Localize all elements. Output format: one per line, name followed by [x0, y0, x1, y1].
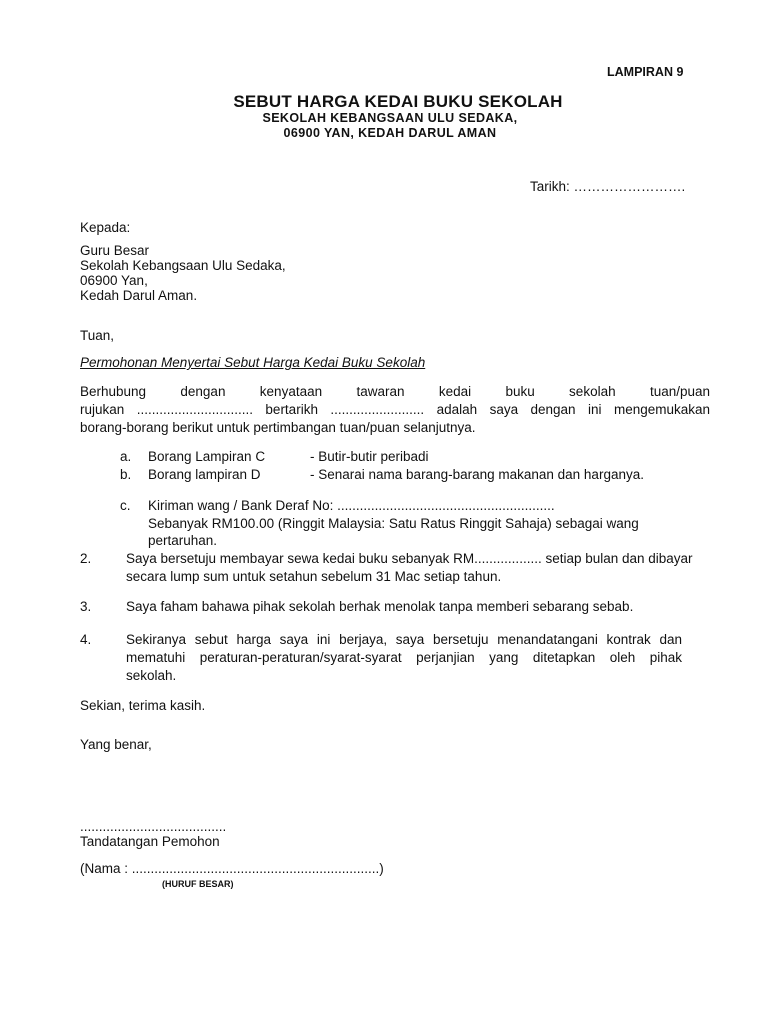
clause-line: sekolah.	[126, 668, 177, 683]
attachment-letter: a.	[120, 449, 132, 464]
clause-number: 2.	[80, 551, 92, 566]
closing-line: Sekian, terima kasih.	[80, 698, 206, 713]
intro-line: borang-borang berikut untuk pertimbangan tuan/puan selanjutnya.	[80, 420, 476, 435]
payment-letter: c.	[120, 498, 131, 513]
clause-line: Sekiranya sebut harga saya ini berjaya, saya bersetuju menandatangani kontrak dan	[126, 632, 682, 647]
address-line: 06900 Yan,	[80, 273, 148, 288]
payment-line: pertaruhan.	[148, 533, 218, 548]
attachment-desc: - Senarai nama barang-barang makanan dan harganya.	[310, 467, 644, 482]
document-title: SEBUT HARGA KEDAI BUKU SEKOLAH	[233, 92, 563, 111]
address-line: Sekolah Kebangsaan Ulu Sedaka,	[80, 258, 286, 273]
clause-text	[126, 598, 722, 616]
school-address: 06900 YAN, KEDAH DARUL AMAN	[283, 126, 497, 140]
clause-text	[126, 631, 682, 685]
payment-line: Sebanyak RM100.00 (Ringgit Malaysia: Satu Ratus Ringgit Sahaja) sebagai wang	[148, 516, 639, 531]
recipient-heading: Kepada:	[80, 220, 131, 235]
appendix-label: LAMPIRAN 9	[607, 65, 684, 79]
address-line: Kedah Darul Aman.	[80, 288, 198, 303]
school-name: SEKOLAH KEBANGSAAN ULU SEDAKA,	[262, 111, 518, 125]
clause-line: Saya faham bahawa pihak sekolah berhak menolak tanpa memberi sebarang sebab.	[126, 599, 634, 614]
signature-dots: .......................................	[80, 819, 227, 834]
attachment-name: Borang Lampiran C	[148, 449, 266, 464]
clause-number: 3.	[80, 599, 92, 614]
intro-line: Berhubung dengan kenyataan tawaran kedai buku sekolah tuan/puan	[80, 384, 710, 399]
attachment-letter: b.	[120, 467, 132, 482]
letter-subject: Permohonan Menyertai Sebut Harga Kedai Buku Sekolah	[80, 355, 426, 370]
clause-text	[126, 550, 722, 586]
clause-number: 4.	[80, 632, 92, 647]
name-hint: (HURUF BESAR)	[162, 879, 234, 889]
clause-line: secara lump sum untuk setahun sebelum 31 Mac setiap tahun.	[126, 569, 502, 584]
sign-off: Yang benar,	[80, 737, 152, 752]
signature-label: Tandatangan Pemohon	[80, 834, 220, 849]
intro-line: rujukan ............................... bertarikh ......................... adalah saya dengan ini mengemukakan	[80, 402, 710, 417]
recipient-address	[80, 243, 286, 303]
clause-line: mematuhi peraturan-peraturan/syarat-syarat perjanjian yang ditetapkan oleh pihak	[126, 650, 682, 665]
intro-paragraph	[80, 383, 710, 437]
clause-line: Saya bersetuju membayar sewa kedai buku sebanyak RM.................. setiap bulan dan dibayar	[126, 551, 693, 566]
date-line: Tarikh: …………………….	[530, 179, 686, 194]
greeting: Tuan,	[80, 328, 115, 343]
address-line: Guru Besar	[80, 243, 150, 258]
payment-line: Kiriman wang / Bank Deraf No: ..........................................................	[148, 498, 555, 513]
applicant-name-line: (Nama : ..................................................................)	[80, 861, 384, 876]
attachment-desc: - Butir-butir peribadi	[310, 449, 429, 464]
attachment-name: Borang lampiran D	[148, 467, 261, 482]
